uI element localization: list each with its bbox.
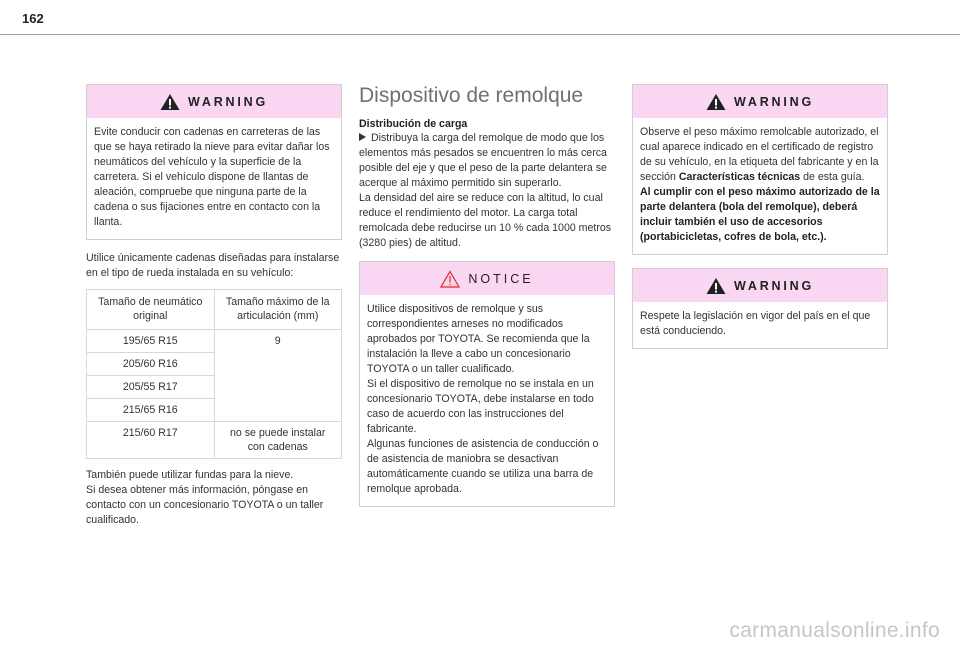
bullet-arrow-icon — [359, 133, 366, 141]
notice-body — [360, 295, 614, 506]
table-cell-tire: 205/55 R17 — [87, 376, 215, 399]
table-cell-link: no se puede instalar con cadenas — [214, 422, 342, 459]
left-column — [86, 84, 342, 528]
weight-text-a: Observe el peso máximo remolcable autorizado, el cual aparece indicado en el certificado de registro de su vehículo, en la etiqueta del fabricante y en la sección — [640, 126, 879, 183]
notice-label: NOTICE — [468, 271, 534, 286]
middle-column — [359, 84, 615, 507]
section-title: Dispositivo de remolque — [359, 84, 584, 107]
warning-box-chains — [86, 84, 342, 240]
chains-intro — [86, 251, 342, 281]
notice-header — [360, 262, 614, 295]
table-row — [87, 330, 342, 353]
chain-size-table — [86, 289, 342, 459]
table-cell-link: 9 — [214, 330, 342, 422]
snow-socks-info — [86, 468, 342, 528]
chains-intro-text: Utilice únicamente cadenas diseñadas para instalarse en el tipo de rueda instalada en su vehículo: — [86, 252, 340, 279]
weight-warning-text — [640, 125, 880, 185]
warning-header — [633, 269, 887, 302]
table-cell-tire: 195/65 R15 — [87, 330, 215, 353]
warning-icon — [160, 93, 180, 111]
notice-text-3: Algunas funciones de asistencia de conducción o de asistencia de maniobra se desactivan automáticamente cuando se utiliza una barra de remolque aprobada. — [367, 438, 599, 495]
dealer-contact-text: Si desea obtener más información, póngase en contacto con un concesionario TOYOTA o un taller cualificado. — [86, 484, 324, 526]
load-bullet — [359, 131, 615, 191]
warning-label: WARNING — [733, 94, 814, 109]
notice-icon — [440, 270, 460, 288]
warning-body — [87, 118, 341, 239]
table-header-link-size: Tamaño máximo de la articulación (mm) — [214, 290, 342, 330]
table-cell-tire: 215/65 R16 — [87, 399, 215, 422]
notice-text-1: Utilice dispositivos de remolque y sus correspondientes arneses no modificados aprobados por TOYOTA. Se recomienda que la instalación la lleve a cabo un concesionario TOYOTA o un taller cualificado. — [367, 303, 590, 375]
weight-bold-text: Al cumplir con el peso máximo autorizado de la parte delantera (bola del remolque), deberá incluir también el uso de accesorios (portabicicletas, cofres de bola, etc.). — [640, 186, 880, 243]
table-row — [87, 422, 342, 459]
weight-text-b: de esta guía. — [800, 171, 865, 183]
warning-label: WARNING — [187, 94, 268, 109]
warning-body — [633, 302, 887, 348]
load-distribution-subtitle: Distribución de carga — [359, 118, 468, 130]
notice-box — [359, 261, 615, 507]
page-number: 162 — [22, 11, 44, 26]
warning-icon — [706, 277, 726, 295]
table-cell-tire: 215/60 R17 — [87, 422, 215, 459]
table-header-row — [87, 290, 342, 330]
warning-text: Evite conducir con cadenas en carreteras de las que se haya retirado la nieve para evitar dañar los neumáticos del vehículo y la superficie de la carretera. Si el vehículo dispone de llantas de aleación, compruebe que ninguna parte de la cadena o sus fijaciones entre en contacto con la llanta. — [94, 126, 330, 228]
warning-label: WARNING — [733, 278, 814, 293]
table-cell-tire: 205/60 R16 — [87, 353, 215, 376]
warning-header — [633, 85, 887, 118]
table-header-tire-size: Tamaño de neumático original — [87, 290, 215, 330]
notice-text-2: Si el dispositivo de remolque no se instala en un concesionario TOYOTA, debe instalarse en todo caso de acuerdo con las instrucciones del fabricante. — [367, 378, 594, 435]
altitude-text: La densidad del aire se reduce con la altitud, lo cual reduce el rendimiento del motor. La carga total remolcada debe reducirse un 10 % cada 1000 metros (3280 pies) de altitud. — [359, 192, 612, 249]
watermark: carmanualsonline.info — [729, 619, 940, 642]
warning-box-weight — [632, 84, 888, 255]
right-column — [632, 84, 888, 349]
load-bullet-text: Distribuya la carga del remolque de modo que los elementos más pesados se encuentren lo más cerca posible del eje y que el peso de la parte delantera se acerque al máximo permitido sin superarlo. — [359, 132, 607, 189]
snow-socks-text: También puede utilizar fundas para la nieve. — [86, 469, 294, 481]
warning-box-legislation — [632, 268, 888, 349]
legislation-text: Respete la legislación en vigor del país en el que está conduciendo. — [640, 310, 871, 337]
header-rule — [0, 34, 960, 35]
warning-icon — [706, 93, 726, 111]
load-distribution-body — [359, 131, 615, 251]
warning-body — [633, 118, 887, 254]
tech-specs-ref: Características técnicas — [678, 171, 801, 183]
warning-header — [87, 85, 341, 118]
